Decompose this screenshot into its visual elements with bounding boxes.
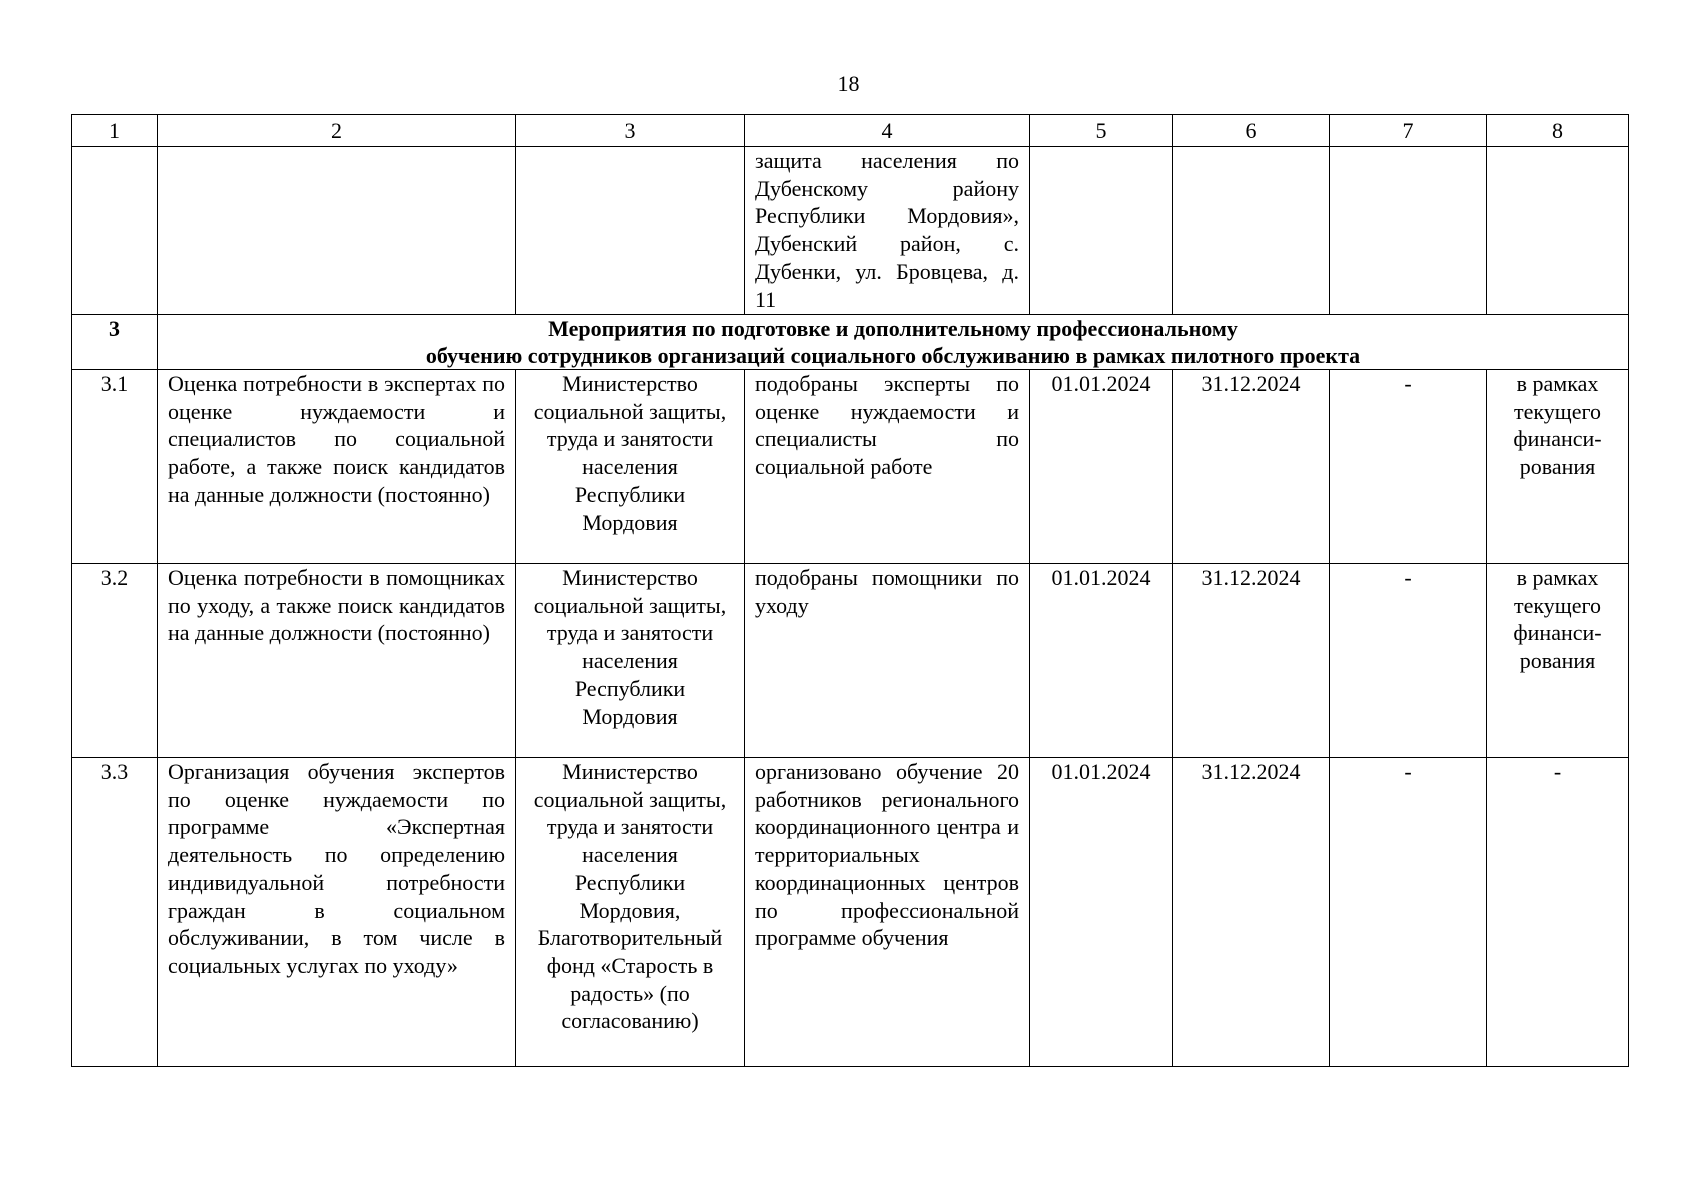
start-date-cell: 01.01.2024 [1030,370,1173,564]
empty-cell [158,147,516,315]
funding-cell: - [1487,758,1629,1067]
row-number: 3.3 [72,758,158,1067]
responsible-cell: Министерство социальной защиты, труда и занятости населения Республики Мордовия [516,370,745,564]
column-number: 4 [745,115,1030,147]
end-date-cell: 31.12.2024 [1173,758,1330,1067]
empty-cell [1173,147,1330,315]
activity-cell: Оценка потребности в помощниках по уходу, а также поиск кандидатов на данные должности (постоянно) [158,564,516,758]
column-number: 3 [516,115,745,147]
section-title-line-2: обучению сотрудников организаций социального обслуживанию в рамках пилотного проекта [425,343,1361,368]
continuation-result-cell: защита населения по Дубенскому району Республики Мордовия», Дубенский район, с. Дубенки, ул. Бровцева, д. 11 [745,147,1030,315]
result-cell: подобраны эксперты по оценке нуждаемости и специалисты по социальной работе [745,370,1030,564]
column-number: 2 [158,115,516,147]
table-row [72,370,1629,564]
empty-cell [1487,147,1629,315]
section-number: 3 [72,315,158,370]
column-number: 1 [72,115,158,147]
col7-cell: - [1330,758,1487,1067]
column-number-row [72,115,1629,147]
table-row [72,564,1629,758]
empty-cell [516,147,745,315]
end-date-cell: 31.12.2024 [1173,370,1330,564]
section-title [158,315,1629,370]
empty-cell [72,147,158,315]
column-number: 6 [1173,115,1330,147]
end-date-cell: 31.12.2024 [1173,564,1330,758]
column-number: 5 [1030,115,1173,147]
row-number: 3.1 [72,370,158,564]
col7-cell: - [1330,564,1487,758]
funding-cell: в рамках текущего финанси-рования [1487,370,1629,564]
section-title-line-1: Мероприятия по подготовке и дополнительному профессиональному [548,316,1238,341]
row-number: 3.2 [72,564,158,758]
column-number: 7 [1330,115,1487,147]
result-cell: организовано обучение 20 работников регионального координационного центра и территориальных координационных центров по профессиональной программе обучения [745,758,1030,1067]
table-row [72,758,1629,1067]
empty-cell [1330,147,1487,315]
continuation-row [72,147,1629,315]
column-number: 8 [1487,115,1629,147]
empty-cell [1030,147,1173,315]
col7-cell: - [1330,370,1487,564]
start-date-cell: 01.01.2024 [1030,564,1173,758]
result-cell: подобраны помощники по уходу [745,564,1030,758]
activity-cell: Оценка потребности в экспертах по оценке нуждаемости и специалистов по социальной работе, а также поиск кандидатов на данные должности (постоянно) [158,370,516,564]
funding-cell: в рамках текущего финанси-рования [1487,564,1629,758]
section-heading-row [72,315,1629,370]
responsible-cell: Министерство социальной защиты, труда и занятости населения Республики Мордовия, Благотворительный фонд «Старость в радость» (по согласованию) [516,758,745,1067]
page-number: 18 [837,71,860,96]
activity-cell: Организация обучения экспертов по оценке нуждаемости по программе «Экспертная деятельность по определению индивидуальной потребности граждан в социальном обслуживании, в том числе в социальных услугах по уходу» [158,758,516,1067]
start-date-cell: 01.01.2024 [1030,758,1173,1067]
responsible-cell: Министерство социальной защиты, труда и занятости населения Республики Мордовия [516,564,745,758]
measures-table [71,114,1629,1067]
